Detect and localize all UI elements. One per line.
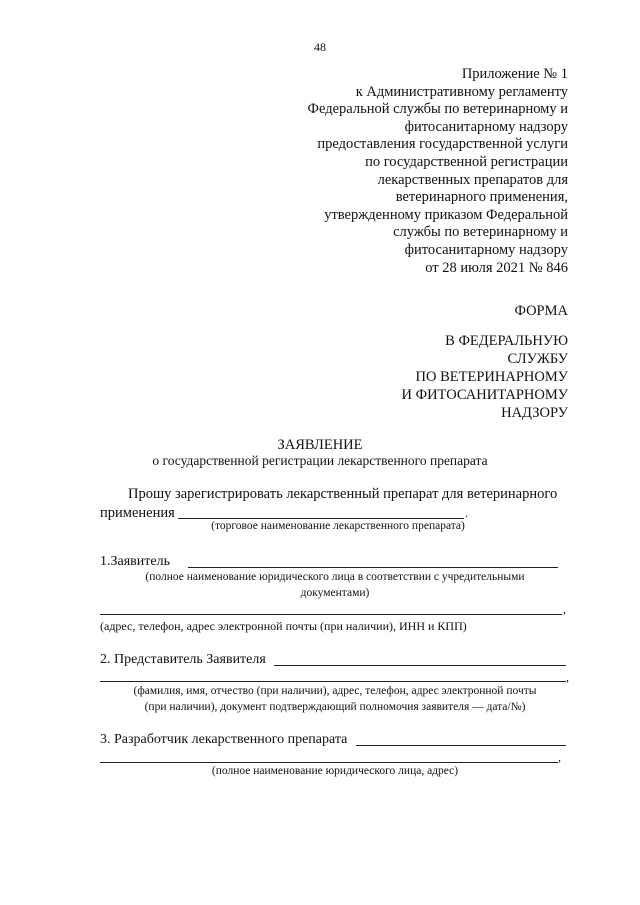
appendix-line: утвержденному приказом Федеральной [324,206,568,223]
document-subtitle: о государственной регистрации лекарственного препарата [152,453,488,468]
applicant-name-field[interactable] [188,567,558,568]
appendix-block [308,66,568,277]
representative-details-field[interactable] [100,681,566,682]
representative-label: 2. Представитель Заявителя [100,652,266,667]
appendix-line: Федеральной службы по ветеринарному и [307,101,568,118]
developer-label: 3. Разработчик лекарственного препарата [100,732,348,747]
representative-hint: (фамилия, имя, отчество (при наличии), адрес, телефон, адрес электронной почты [133,685,537,697]
appendix-line: к Административному регламенту [355,83,568,100]
addressee-line: И ФИТОСАНИТАРНОМУ [401,387,568,403]
appendix-line: службы по ветеринарному и [393,224,568,241]
document-title: ЗАЯВЛЕНИЕ [277,437,363,453]
appendix-line: по государственной регистрации [365,153,568,170]
applicant-address-hint: (адрес, телефон, адрес электронной почты (при наличии), ИНН и КПП) [100,619,467,633]
representative-name-field[interactable] [274,665,566,666]
appendix-line: от 28 июля 2021 № 846 [425,259,568,276]
addressee-line: В ФЕДЕРАЛЬНУЮ [445,333,568,349]
request-label: применения [100,505,175,521]
developer-address-field[interactable] [100,762,558,763]
appendix-line: ветеринарного применения, [395,189,568,206]
comma: , [566,670,569,684]
trade-name-field[interactable] [178,518,464,519]
form-label: ФОРМА [514,303,568,319]
appendix-line: Приложение № 1 [461,66,568,82]
trade-name-hint: (торговое наименование лекарственного препарата) [211,520,465,532]
addressee-line: НАДЗОРУ [501,405,568,421]
request-text: Прошу зарегистрировать лекарственный препарат для ветеринарного [128,486,558,502]
developer-hint: (полное наименование юридического лица, адрес) [211,765,459,777]
developer-name-field[interactable] [356,745,566,746]
applicant-hint: документами) [300,587,370,599]
period: . [465,506,468,520]
applicant-hint: (полное наименование юридического лица в соответствии с учредительными [145,571,525,583]
applicant-address-field[interactable] [100,614,562,615]
comma: , [558,750,561,764]
addressee-line: ПО ВЕТЕРИНАРНОМУ [415,369,568,385]
appendix-line: лекарственных препаратов для [377,171,568,188]
addressee-line: СЛУЖБУ [507,351,568,367]
addressee-block [402,332,568,422]
page-number: 48 [314,40,326,54]
comma: , [563,602,566,616]
appendix-line: предоставления государственной услуги [317,136,568,153]
appendix-line: фитосанитарному надзору [404,241,568,258]
applicant-label: 1.Заявитель [100,554,170,569]
appendix-line: фитосанитарному надзору [404,118,568,135]
representative-hint: (при наличии), документ подтверждающий полномочия заявителя — дата/№) [144,701,526,713]
